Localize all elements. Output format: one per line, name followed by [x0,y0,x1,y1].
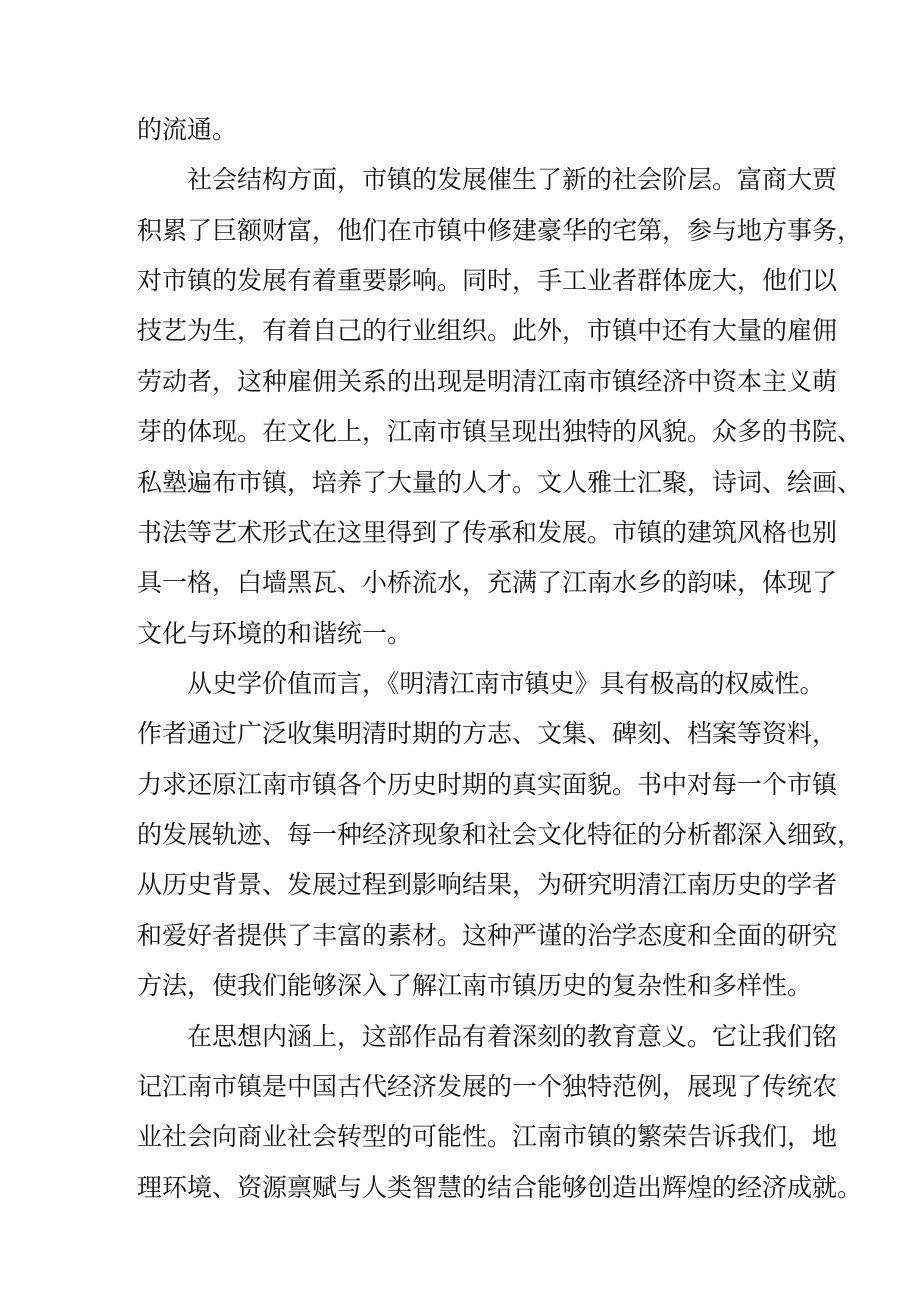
text-line: 具一格，白墙黑瓦、小桥流水，充满了江南水乡的韵味，体现了 [137,568,838,597]
text-line: 书法等艺术形式在这里得到了传承和发展。市镇的建筑风格也别 [137,518,838,547]
text-line: 的流通。 [137,115,238,144]
text-line: 的发展轨迹、每一种经济现象和社会文化特征的分析都深入细致， [137,820,863,849]
text-line: 积累了巨额财富，他们在市镇中修建豪华的宅第，参与地方事务， [137,216,863,245]
text-line: 芽的体现。在文化上，江南市镇呈现出独特的风貌。众多的书院、 [137,417,863,446]
text-line: 作者通过广泛收集明清时期的方志、文集、碑刻、档案等资料， [137,719,838,748]
text-line: 技艺为生，有着自己的行业组织。此外，市镇中还有大量的雇佣 [137,316,838,345]
text-line: 力求还原江南市镇各个历史时期的真实面貌。书中对每一个市镇 [137,770,838,799]
text-line: 从历史背景、发展过程到影响结果，为研究明清江南历史的学者 [137,870,838,899]
text-line: 私塾遍布市镇，培养了大量的人才。文人雅士汇聚，诗词、绘画、 [137,468,863,497]
text-line: 方法，使我们能够深入了解江南市镇历史的复杂性和多样性。 [137,971,813,1000]
text-line: 理环境、资源禀赋与人类智慧的结合能够创造出辉煌的经济成就。 [137,1173,863,1202]
paragraph-first-line: 从史学价值而言，《明清江南市镇史》具有极高的权威性。 [187,669,825,698]
text-line: 业社会向商业社会转型的可能性。江南市镇的繁荣告诉我们，地 [137,1122,838,1151]
paragraph-first-line: 社会结构方面，市镇的发展催生了新的社会阶层。富商大贾 [187,165,838,194]
text-line: 劳动者，这种雇佣关系的出现是明清江南市镇经济中资本主义萌 [137,367,838,396]
text-line: 文化与环境的和谐统一。 [137,619,413,648]
paragraph-first-line: 在思想内涵上，这部作品有着深刻的教育意义。它让我们铭 [187,1022,838,1051]
text-line: 和爱好者提供了丰富的素材。这种严谨的治学态度和全面的研究 [137,921,838,950]
text-line: 对市镇的发展有着重要影响。同时，手工业者群体庞大，他们以 [137,266,838,295]
text-line: 记江南市镇是中国古代经济发展的一个独特范例，展现了传统农 [137,1072,838,1101]
